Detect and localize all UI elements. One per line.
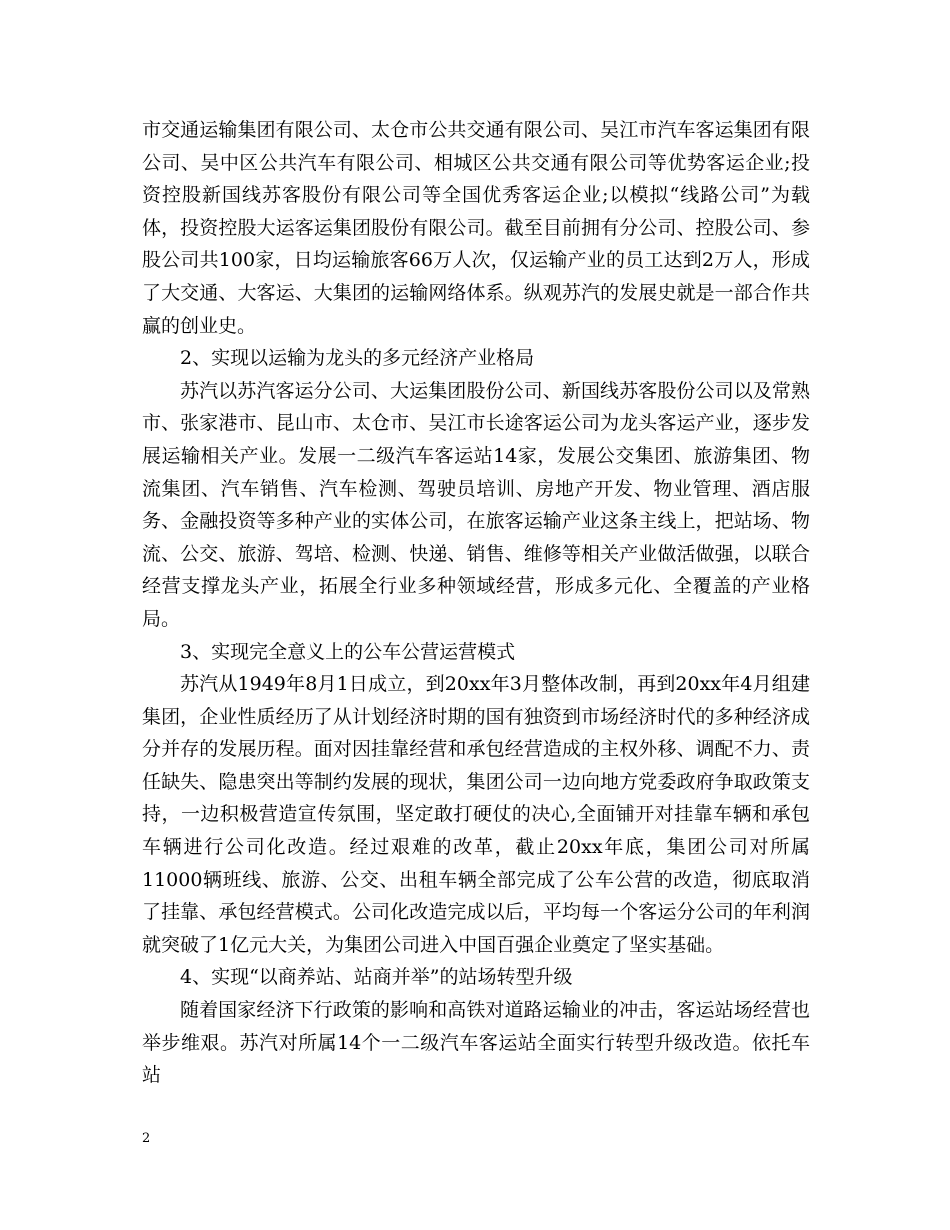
page-number: 2 (142, 1131, 151, 1146)
section-heading-4: 4、实现“以商养站、站商并举”的站场转型升级 (180, 966, 573, 989)
body-text (142, 114, 810, 1092)
section-heading-3: 3、实现完全意义上的公车公营运营模式 (180, 640, 516, 663)
section-heading-2: 2、实现以运输为龙头的多元经济产业格局 (180, 347, 535, 370)
paragraph-industry: 苏汽以苏汽客运分公司、大运集团股份公司、新国线苏客股份公司以及常熟市、张家港市、昆山市、太仓市、吴江市长途客运公司为龙头客运产业，逐步发展运输相关产业。发展一二级汽车客运站14家，发展公交集团、旅游集团、物流集团、汽车销售、汽车检测、驾驶员培训、房地产开发、物业管理、酒店服务、金融投资等多种产业的实体公司，在旅客运输产业这条主线上，把站场、物流、公交、旅游、驾培、检测、快递、销售、维修等相关产业做活做强，以联合经营支撑龙头产业，拓展全行业多种领域经营，形成多元化、全覆盖的产业格局。 (142, 379, 810, 630)
paragraph-station-upgrade: 随着国家经济下行政策的影响和高铁对道路运输业的冲击，客运站场经营也举步维艰。苏汽对所属14个一二级汽车客运站全面实行转型升级改造。依托车站 (142, 999, 810, 1087)
paragraph-continuation: 市交通运输集团有限公司、太仓市公共交通有限公司、吴江市汽车客运集团有限公司、吴中区公共汽车有限公司、相城区公共交通有限公司等优势客运企业;投资控股新国线苏客股份有限公司等全国优秀客运企业;以模拟“线路公司”为载体，投资控股大运客运集团股份有限公司。截至目前拥有分公司、控股公司、参股公司共100家，日均运输旅客66万人次，仅运输产业的员工达到2万人，形成了大交通、大客运、大集团的运输网络体系。纵观苏汽的发展史就是一部合作共赢的创业史。 (142, 119, 810, 337)
paragraph-operation-mode: 苏汽从1949年8月1日成立，到20xx年3月整体改制，再到20xx年4月组建集团，企业性质经历了从计划经济时期的国有独资到市场经济时代的多种经济成分并存的发展历程。面对因挂靠经营和承包经营造成的主权外移、调配不力、责任缺失、隐患突出等制约发展的现状，集团公司一边向地方党委政府争取政策支持，一边积极营造宣传氛围，坚定敢打硬仗的决心,全面铺开对挂靠车辆和承包车辆进行公司化改造。经过艰难的改革，截止20xx年底，集团公司对所属11000辆班线、旅游、公交、出租车辆全部完成了公车公营的改造，彻底取消了挂靠、承包经营模式。公司化改造完成以后，平均每一个客运分公司的年利润就突破了1亿元大关，为集团公司进入中国百强企业奠定了坚实基础。 (142, 673, 810, 956)
